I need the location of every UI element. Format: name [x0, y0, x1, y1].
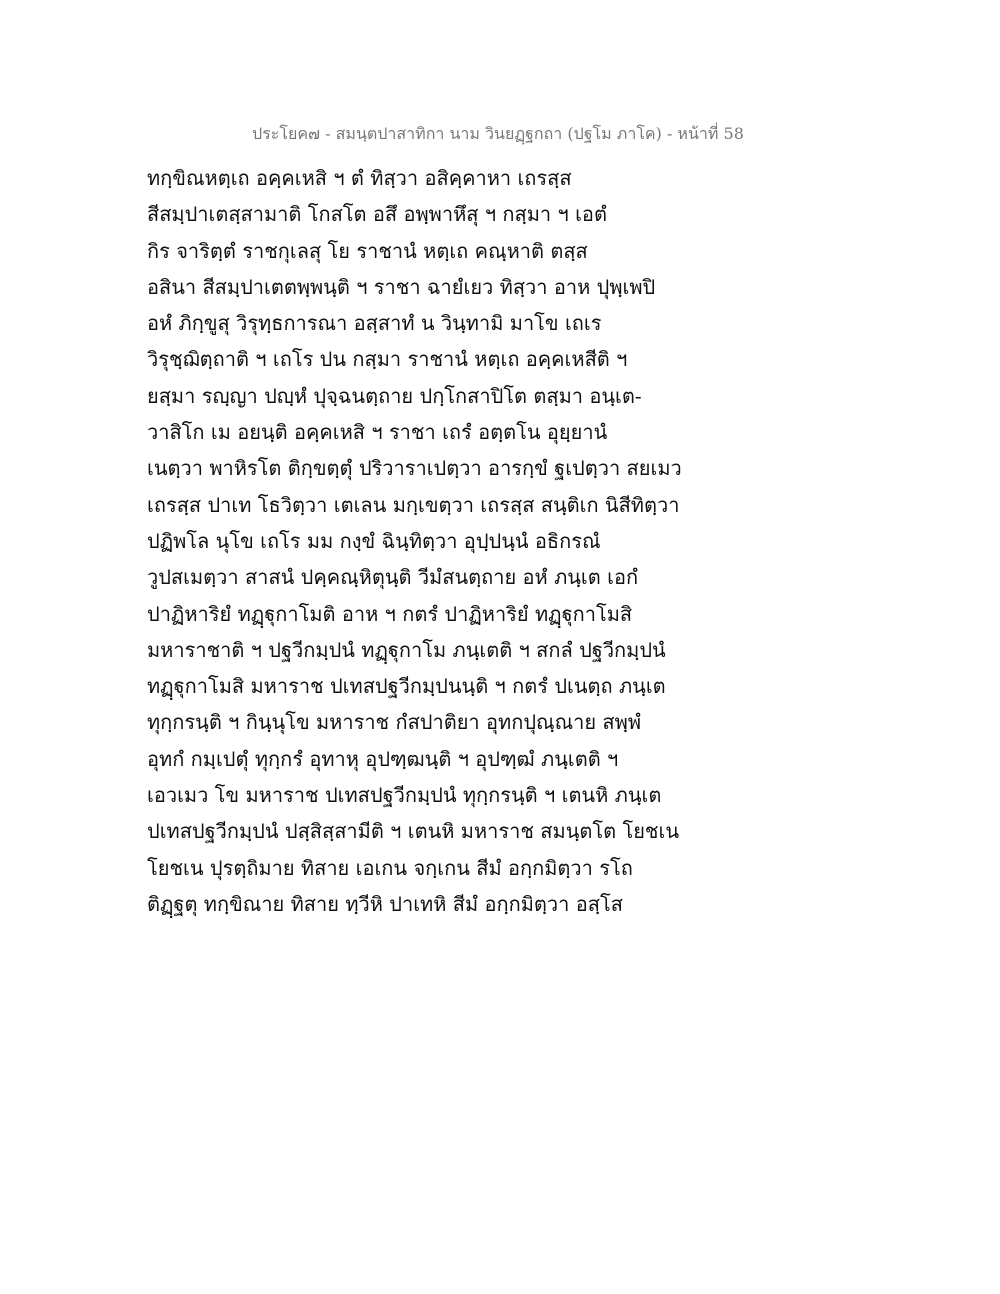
text-line: ปาฏิหาริยํ ทฏฺฐุกาโมติ อาห ฯ กตรํ ปาฏิหาริยํ ทฏฺฐุกาโมสิ — [147, 601, 633, 626]
text-line: วิรุชฺฌิตฺถาติ ฯ เถโร ปน กสฺมา ราชานํ หตฺเถ อคฺคเหสีติ ฯ — [147, 347, 628, 372]
text-line: อหํ ภิกฺขูสุ วิรุทฺธการณา อสฺสาทํ น วินฺทามิ มาโข เถเร — [147, 311, 602, 336]
text-line: ปเทสปฐวีกมฺปนํ ปสฺสิสฺสามีติ ฯ เตนหิ มหาราช สมนฺตโต โยชเน — [147, 819, 679, 844]
text-line: ทุกฺกรนฺติ ฯ กินฺนุโข มหาราช กํสปาติยา อุทกปุณฺณาย สพฺพํ — [147, 710, 642, 735]
text-line: ทฏฺฐุกาโมสิ มหาราช ปเทสปฐวีกมฺปนนฺติ ฯ กตรํ ปเนตฺถ ภนฺเต — [147, 674, 666, 699]
running-header: ประโยค๗ - สมนฺตปาสาทิกา นาม วินยฏฺฐกถา (ปฐโม ภาโค) - หน้าที่ 58 — [252, 124, 744, 143]
text-line: ปฏิพโล นุโข เถโร มม กงฺขํ ฉินฺทิตฺวา อุปฺปนฺนํ อธิกรณํ — [147, 528, 601, 553]
text-line: โยชเน ปุรตฺถิมาย ทิสาย เอเกน จกฺเกน สีมํ อกฺกมิตฺวา รโถ — [147, 855, 633, 880]
text-line: วาสิโก เม อยนฺติ อคฺคเหสิ ฯ ราชา เถรํ อตฺตโน อุยฺยานํ — [147, 420, 608, 445]
body-text — [147, 160, 707, 922]
text-line: ยสฺมา รญฺญา ปญฺหํ ปุจฺฉนตฺถาย ปกฺโกสาปิโต ตสฺมา อนฺเต- — [147, 383, 642, 408]
text-line: เอวเมว โข มหาราช ปเทสปฐวีกมฺปนํ ทุกฺกรนฺติ ฯ เตนหิ ภนฺเต — [147, 783, 662, 808]
text-line: มหาราชาติ ฯ ปฐวีกมฺปนํ ทฏฺฐุกาโม ภนฺเตติ ฯ สกลํ ปฐวีกมฺปนํ — [147, 637, 666, 662]
text-line: วูปสเมตฺวา สาสนํ ปคฺคณฺหิตุนฺติ วีมํสนตฺถาย อหํ ภนฺเต เอกํ — [147, 565, 639, 590]
text-line: อสินา สีสมฺปาเตตพฺพนฺติ ฯ ราชา ฉายํเยว ทิสฺวา อาห ปุพฺเพปิ — [147, 274, 656, 299]
text-line: อุทกํ กมฺเปตุํ ทุกฺกรํ อุทาหุ อุปฑฺฒนฺติ ฯ อุปฑฺฒํ ภนฺเตติ ฯ — [147, 746, 619, 771]
text-line: ทกฺขิณหตฺเถ อคฺคเหสิ ฯ ตํ ทิสฺวา อสิคฺคาหา เถรสฺส — [147, 166, 572, 190]
text-line: กิร จาริตฺตํ ราชกุเลสุ โย ราชานํ หตฺเถ คณฺหาติ ตสฺส — [147, 238, 588, 263]
text-line: ติฏฺฐตุ ทกฺขิณาย ทิสาย ทฺวีหิ ปาเทหิ สีมํ อกฺกมิตฺวา อสฺโส — [147, 891, 623, 916]
text-line: เถรสฺส ปาเท โธวิตฺวา เตเลน มกฺเขตฺวา เถรสฺส สนฺติเก นิสีทิตฺวา — [147, 492, 680, 517]
text-line: สีสมฺปาเตสฺสามาติ โกสโต อสึ อพฺพาหึสุ ฯ กสฺมา ฯ เอตํ — [147, 202, 607, 227]
text-line: เนตฺวา พาหิรโต ติกฺขตฺตุํ ปริวาราเปตฺวา อารกฺขํ ฐเปตฺวา สยเมว — [147, 456, 682, 481]
